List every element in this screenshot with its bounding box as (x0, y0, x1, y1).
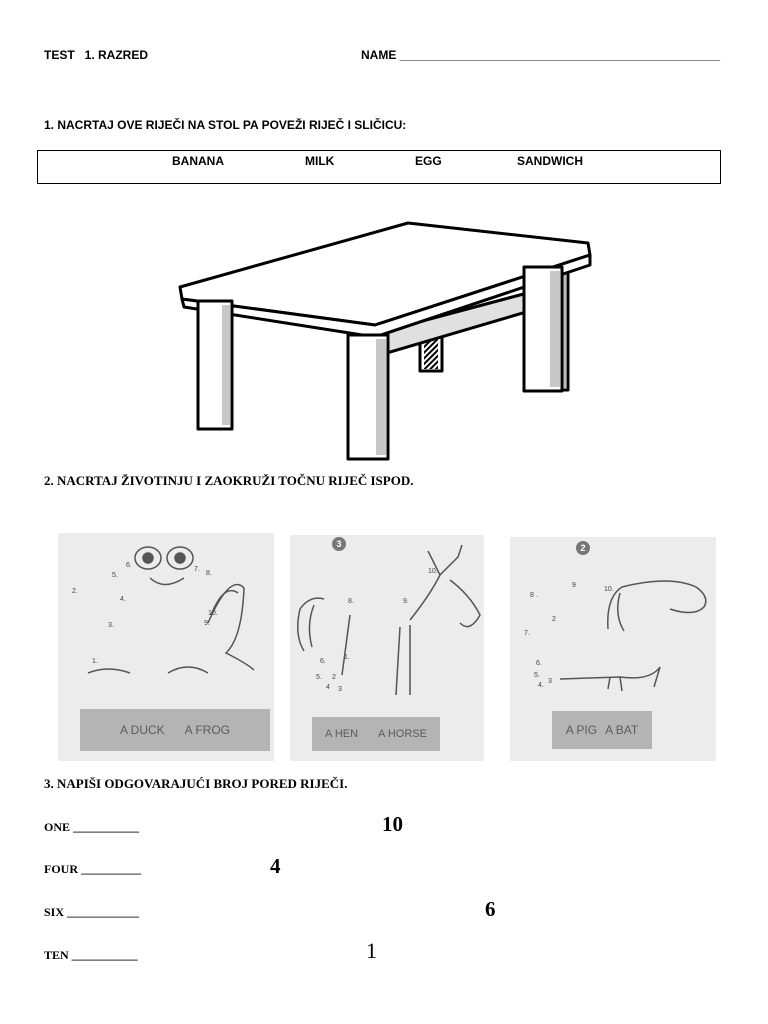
svg-text:8.: 8. (348, 598, 354, 605)
horse-dot-drawing[interactable] (290, 535, 484, 705)
horse-answer-box (312, 717, 440, 751)
svg-text:9.: 9. (403, 598, 409, 605)
picture-number-badge: 2 (576, 541, 590, 555)
table-illustration[interactable] (170, 215, 600, 465)
option-a-duck[interactable]: A DUCK (119, 723, 165, 737)
svg-text:4.: 4. (538, 682, 544, 689)
number-one: 1 (366, 938, 377, 963)
frog-dot-drawing[interactable] (58, 533, 274, 703)
svg-text:9.: 9. (204, 620, 210, 627)
word-banana: BANANA (172, 154, 224, 168)
picture-number-badge: 3 (332, 537, 346, 551)
svg-text:10.: 10. (208, 610, 218, 617)
pig-answer-box (552, 711, 652, 749)
svg-text:6.: 6. (126, 562, 132, 569)
frog-answer-box (80, 709, 270, 751)
svg-text:2.: 2. (72, 588, 78, 595)
option-a-hen[interactable]: A HEN (325, 728, 359, 740)
svg-text:1.: 1. (344, 654, 350, 661)
svg-text:5.: 5. (316, 674, 322, 681)
section2-instruction: 2. NACRTAJ ŽIVOTINJU I ZAOKRUŽI TOČNU RIJEČ ISPOD. (44, 473, 414, 488)
name-field[interactable]: NAME ________________________________________________ (361, 48, 721, 62)
number-four: 4 (270, 854, 281, 878)
svg-text:1.: 1. (92, 658, 98, 665)
svg-text:8.: 8. (206, 570, 212, 577)
word-box (37, 150, 721, 184)
option-a-frog[interactable]: A FROG (184, 723, 231, 737)
svg-text:3: 3 (548, 678, 552, 685)
word-egg: EGG (415, 154, 442, 168)
svg-text:4.: 4. (120, 596, 126, 603)
svg-text:8: 8 (530, 592, 534, 599)
pig-dot-drawing[interactable] (510, 537, 716, 707)
svg-text:.: . (536, 592, 538, 599)
number-six: 6 (485, 897, 496, 921)
horse-picture-panel (290, 535, 484, 761)
svg-text:7.: 7. (194, 566, 200, 573)
svg-text:3.: 3. (108, 622, 114, 629)
svg-text:9: 9 (572, 582, 576, 589)
svg-text:2: 2 (552, 616, 556, 623)
test-label: TEST 1. RAZRED (44, 48, 149, 62)
number-ten: 10 (382, 812, 403, 836)
word-milk: MILK (305, 154, 335, 168)
number-word-one[interactable]: ONE ___________ (44, 820, 140, 834)
svg-text:5.: 5. (112, 572, 118, 579)
svg-text:10.: 10. (428, 568, 438, 575)
option-a-bat[interactable]: A BAT (605, 723, 639, 737)
number-word-ten[interactable]: TEN ___________ (44, 948, 138, 962)
option-a-pig[interactable]: A PIG (565, 723, 598, 737)
number-word-six[interactable]: SIX ____________ (44, 905, 140, 919)
svg-text:6.: 6. (536, 660, 542, 667)
svg-text:4: 4 (326, 684, 330, 691)
option-a-horse[interactable]: A HORSE (378, 728, 427, 740)
svg-text:10.: 10. (604, 586, 614, 593)
svg-text:7.: 7. (524, 630, 530, 637)
number-word-four[interactable]: FOUR __________ (44, 862, 141, 876)
section3-instruction: 3. NAPIŠI ODGOVARAJUĆI BROJ PORED RIJEČI. (44, 776, 348, 791)
section1-instruction: 1. NACRTAJ OVE RIJEČI NA STOL PA POVEŽI RIJEČ I SLIČICU: (44, 118, 407, 132)
pig-picture-panel (510, 537, 716, 761)
svg-text:3: 3 (338, 686, 342, 693)
frog-picture-panel (58, 533, 274, 761)
svg-text:6.: 6. (320, 658, 326, 665)
word-sandwich: SANDWICH (517, 154, 583, 168)
svg-text:2: 2 (332, 674, 336, 681)
svg-text:5.: 5. (534, 672, 540, 679)
